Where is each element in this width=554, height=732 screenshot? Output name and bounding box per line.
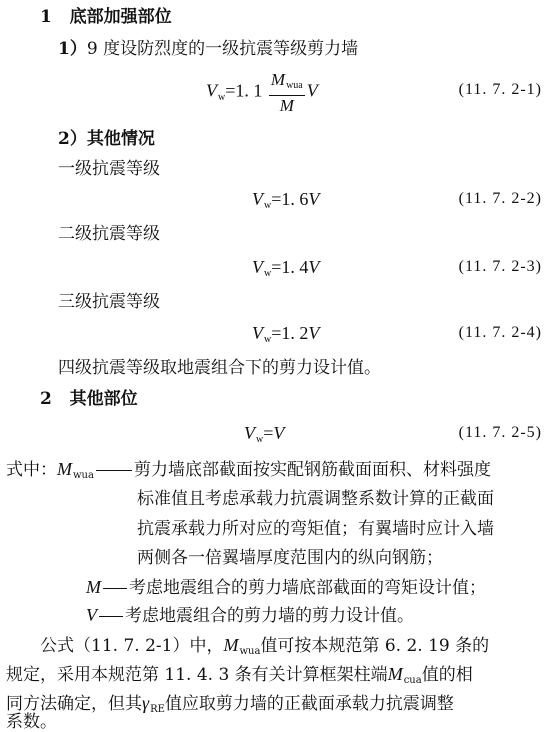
eq3-rhs: =1. 4 [271, 257, 309, 277]
eq1-num-var: M [270, 70, 286, 89]
para-l1-var: M [223, 635, 239, 655]
item-1-text: 9 度设防烈度的一级抗震等级剪力墙 [86, 39, 359, 59]
section-2-title: 其他部位 [69, 389, 138, 409]
para-l2-sub: cua [403, 675, 422, 686]
section-1-title: 底部加强部位 [69, 7, 172, 27]
para-l3-sub: RE [150, 704, 165, 715]
para-l3-a: 同方法确定，但其 [6, 694, 142, 714]
def2-dash [103, 588, 127, 589]
para-line-4: 系数。 [6, 712, 57, 732]
eq3-lhs-sub: w [264, 268, 272, 279]
item-1-number: 1） [58, 39, 87, 59]
def1-line-4: 两侧各一倍翼墙厚度范围内的纵向钢筋； [137, 548, 443, 568]
grade-2-label: 二级抗震等级 [58, 224, 160, 244]
equation-label-4: (11. 7. 2-4) [458, 324, 542, 341]
eq4-lhs-var: V [252, 323, 263, 343]
where-lead: 式中： [6, 460, 57, 480]
para-l2-var: M [387, 664, 403, 684]
para-l1-b: 值可按本规范第 6. 2. 19 条的 [260, 636, 490, 656]
def1-var: M [57, 459, 72, 479]
def1-sub: wua [73, 470, 94, 481]
item-2-number: 2） [58, 129, 87, 149]
equation-11-7-2-5 [244, 422, 284, 451]
para-l2-a: 规定，采用本规范第 11. 4. 3 条有关计算框架柱端 [6, 665, 388, 685]
para-l1-sub: wua [239, 646, 261, 657]
eq3-lhs-var: V [252, 257, 263, 277]
equation-11-7-2-3 [252, 256, 319, 285]
section-2-heading [40, 388, 138, 410]
para-line-1 [40, 634, 489, 663]
equation-label-2: (11. 7. 2-2) [458, 190, 542, 207]
eq3-rhs-var: V [308, 257, 320, 277]
para-l3-b: 值应取剪力墙的正截面承载力抗震调整 [164, 694, 454, 714]
eq5-lhs-sub: w [256, 434, 264, 445]
grade-4-sentence: 四级抗震等级取地震组合下的剪力设计值。 [58, 358, 381, 378]
eq5-rhs: = [263, 423, 274, 443]
item-2 [58, 128, 155, 150]
section-2-number: 2 [40, 389, 52, 409]
grade-3-label: 三级抗震等级 [58, 292, 160, 312]
equation-11-7-2-2 [252, 188, 319, 217]
def1-line-1: 剪力墙底部截面按实配钢筋截面面积、材料强度 [133, 460, 491, 480]
eq4-lhs-sub: w [264, 334, 272, 345]
section-1-heading [40, 6, 172, 28]
eq2-rhs: =1. 6 [271, 189, 309, 209]
def2-var: M [86, 577, 101, 597]
definition-v [86, 604, 414, 627]
def1-line-2: 标准值且考虑承载力抗震调整系数计算的正截面 [137, 489, 494, 509]
definition-m [86, 576, 486, 599]
eq1-rhs-var: V [306, 80, 318, 101]
eq1-lhs-var: V [206, 80, 217, 101]
eq5-lhs-var: V [244, 423, 255, 443]
para-line-2 [6, 663, 473, 692]
def3-dash [99, 616, 123, 617]
eq4-rhs: =1. 2 [271, 323, 309, 343]
eq2-lhs-var: V [252, 189, 263, 209]
eq1-coef: =1. 1 [225, 80, 263, 101]
equation-label-5: (11. 7. 2-5) [458, 424, 542, 441]
def3-text: 考虑地震组合的剪力墙的剪力设计值。 [125, 606, 414, 626]
equation-label-3: (11. 7. 2-3) [458, 258, 542, 275]
eq2-lhs-sub: w [264, 200, 272, 211]
item-2-text: 其他情况 [86, 129, 155, 149]
para-l1-a: 公式（11. 7. 2-1）中， [40, 636, 224, 656]
eq2-rhs-var: V [308, 189, 320, 209]
eq1-lhs-sub: w [218, 91, 226, 103]
def1-line-3: 抗震承载力所对应的弯矩值；有翼墙时应计入墙 [137, 519, 494, 539]
def2-text: 考虑地震组合的剪力墙底部截面的弯矩设计值； [129, 578, 486, 598]
para-l3-var: γ [142, 693, 150, 713]
eq5-rhs-var: V [273, 423, 285, 443]
para-line-3 [6, 692, 454, 721]
definition-mwua [6, 458, 491, 487]
grade-1-label: 一级抗震等级 [58, 159, 160, 179]
equation-11-7-2-1 [206, 70, 318, 118]
def1-dash [96, 470, 132, 471]
eq1-fraction [269, 70, 305, 115]
section-1-number: 1 [40, 7, 52, 27]
def3-var: V [86, 605, 97, 625]
equation-label-1: (11. 7. 2-1) [458, 81, 542, 98]
eq4-rhs-var: V [308, 323, 320, 343]
eq1-den-var: M [279, 96, 294, 115]
equation-11-7-2-4 [252, 322, 319, 351]
para-l2-b: 值的相 [421, 665, 473, 685]
eq1-num-sub: wua [286, 80, 303, 91]
item-1 [58, 38, 358, 60]
